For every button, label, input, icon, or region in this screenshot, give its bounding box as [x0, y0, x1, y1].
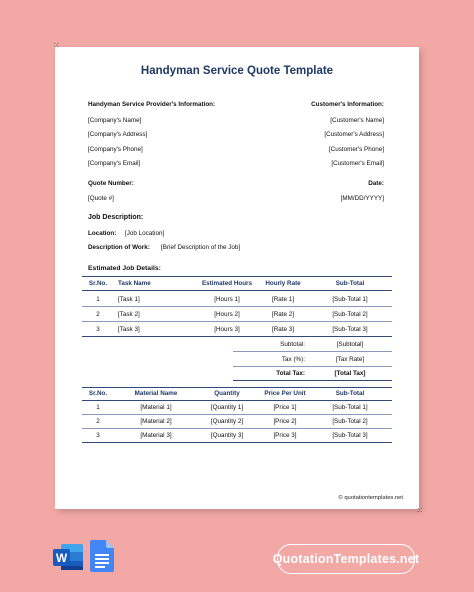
svg-text:W: W — [55, 551, 68, 565]
material-row-2-subtotal: [Sub-Total 2] — [332, 418, 368, 425]
table-rule — [82, 387, 392, 388]
tax-value: [Tax Rate] — [335, 356, 365, 363]
quote-document — [53, 41, 423, 515]
column-header-price-per-unit: Price Per Unit — [264, 390, 306, 397]
date-value: [MM/DD/YYYY] — [340, 195, 384, 202]
estimate-row-3-srno: 3 — [96, 326, 100, 333]
subtotal-label: Subtotal: — [280, 341, 305, 348]
material-row-2-price: [Price 2] — [273, 418, 297, 425]
estimate-row-1-task: [Task 1] — [118, 296, 140, 303]
customer-phone: [Customer's Phone] — [328, 146, 384, 153]
date-label: Date: — [368, 180, 384, 187]
column-header-task-name: Task Name — [118, 280, 151, 287]
estimate-row-3-rate: [Rate 3] — [271, 326, 295, 333]
column-header-sub-total: Sub-Total — [335, 280, 365, 287]
material-row-1-price: [Price 1] — [273, 404, 297, 411]
column-header-estimated-hours: Estimated Hours — [201, 280, 253, 287]
column-header-srno: Sr.No. — [88, 390, 108, 397]
estimate-row-2-task: [Task 2] — [118, 311, 140, 318]
estimate-row-3-task: [Task 3] — [118, 326, 140, 333]
material-row-2-name: [Material 2] — [140, 418, 172, 425]
material-row-1-name: [Material 1] — [140, 404, 172, 411]
subtotal-value: [Subtotal] — [336, 341, 364, 348]
totals-divider — [233, 351, 392, 352]
brand-link[interactable]: QuotationTemplates.net — [277, 544, 415, 574]
job-description-heading: Job Description: — [88, 214, 144, 221]
table-rule — [82, 400, 392, 401]
estimate-heading: Estimated Job Details: — [88, 265, 161, 272]
customer-address: [Customer's Address] — [324, 131, 384, 138]
material-row-1-quantity: [Quantity 1] — [210, 404, 244, 411]
estimate-row-1-srno: 1 — [96, 296, 100, 303]
estimate-row-2-srno: 2 — [96, 311, 100, 318]
material-row-1-srno: 1 — [96, 404, 100, 411]
material-row-2-srno: 2 — [96, 418, 100, 425]
material-row-3-subtotal: [Sub-Total 3] — [332, 432, 368, 439]
material-row-2-quantity: [Quantity 2] — [210, 418, 244, 425]
table-row-divider — [82, 321, 392, 322]
material-row-3-name: [Material 3] — [140, 432, 172, 439]
page-title: Handyman Service Quote Template — [140, 65, 334, 77]
totals-divider — [233, 366, 392, 367]
total-tax-label: Total Tax: — [276, 370, 305, 377]
material-row-3-quantity: [Quantity 3] — [210, 432, 244, 439]
estimate-row-3-subtotal: [Sub-Total 3] — [332, 326, 368, 333]
estimate-row-1-hours: [Hours 1] — [214, 296, 240, 303]
corner-mark-icon: ⁙ — [53, 41, 60, 50]
material-row-3-price: [Price 3] — [273, 432, 297, 439]
column-header-material-name: Material Name — [134, 390, 178, 397]
provider-company-address: [Company's Address] — [88, 131, 148, 138]
provider-company-phone: [Company's Phone] — [88, 146, 143, 153]
customer-name: [Customer's Name] — [330, 117, 384, 124]
description-value: [Brief Description of the Job] — [161, 244, 241, 251]
tax-label: Tax (%): — [281, 356, 305, 363]
column-header-sub-total: Sub-Total — [335, 390, 365, 397]
estimate-row-2-rate: [Rate 2] — [271, 311, 295, 318]
table-row-divider — [82, 306, 392, 307]
material-row-3-srno: 3 — [96, 432, 100, 439]
quote-number-value: [Quote #] — [88, 195, 114, 202]
customer-heading: Customer's Information: — [311, 101, 384, 108]
column-header-quantity: Quantity — [214, 390, 240, 397]
location-label: Location: — [88, 230, 117, 237]
description-label: Description of Work: — [88, 244, 150, 251]
google-docs-icon[interactable] — [90, 540, 114, 577]
total-tax-value: [Total Tax] — [334, 370, 366, 377]
column-header-srno: Sr.No. — [88, 280, 108, 287]
table-rule — [82, 290, 392, 291]
corner-mark-icon: ⁙ — [416, 506, 423, 515]
quote-number-label: Quote Number: — [88, 180, 134, 187]
provider-company-email: [Company's Email] — [88, 160, 141, 167]
estimate-row-1-rate: [Rate 1] — [271, 296, 295, 303]
table-rule — [82, 336, 392, 337]
estimate-row-3-hours: [Hours 3] — [214, 326, 240, 333]
table-rule — [82, 276, 392, 277]
material-row-1-subtotal: [Sub-Total 1] — [332, 404, 368, 411]
footer-copyright: © quotationtemplates.net — [338, 495, 403, 501]
estimate-row-1-subtotal: [Sub-Total 1] — [332, 296, 368, 303]
table-rule — [82, 442, 392, 443]
provider-heading: Handyman Service Provider's Information: — [88, 101, 216, 108]
estimate-row-2-subtotal: [Sub-Total 2] — [332, 311, 368, 318]
table-row-divider — [82, 414, 392, 415]
column-header-hourly-rate: Hourly Rate — [265, 280, 301, 287]
totals-rule — [233, 380, 392, 381]
table-row-divider — [82, 428, 392, 429]
provider-company-name: [Company's Name] — [88, 117, 142, 124]
location-value: [Job Location] — [125, 230, 165, 237]
customer-email: [Customer's Email] — [331, 160, 384, 167]
microsoft-word-icon[interactable] — [52, 542, 84, 577]
estimate-row-2-hours: [Hours 2] — [214, 311, 240, 318]
